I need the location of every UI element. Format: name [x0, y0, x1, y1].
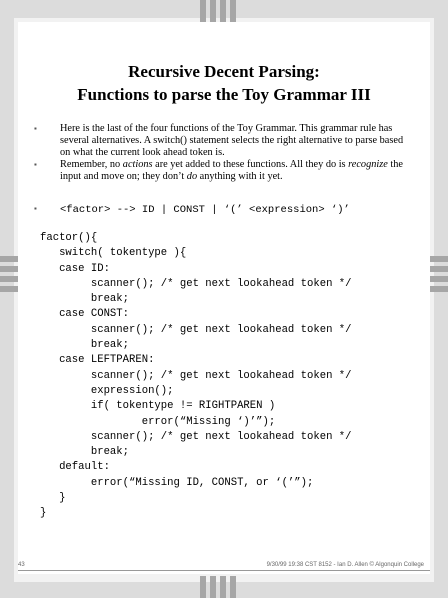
- code-line: scanner(); /* get next lookahead token */: [40, 430, 352, 443]
- footer-info: 9/30/99 19:38 CST 8152 - Ian D. Allen © Algonquin College: [266, 562, 424, 568]
- bullet-text: the input and move on; they don’t: [60, 159, 403, 183]
- slide-title-line-1: Recursive Decent Parsing:: [128, 62, 320, 81]
- code-line: default:: [40, 461, 110, 474]
- bullet-list: [34, 123, 414, 184]
- bullet-text: Remember, no: [60, 159, 123, 171]
- bullet-marker: ▪: [34, 160, 37, 170]
- code-line: error(“Missing ID, CONST, or ‘(’”);: [40, 476, 314, 489]
- code-line: factor(){: [40, 232, 98, 244]
- bullet-marker: ▪: [34, 204, 37, 213]
- code-line: case ID:: [40, 262, 110, 275]
- code-line: expression();: [40, 384, 174, 397]
- code-line: scanner(); /* get next lookahead token */: [40, 323, 352, 336]
- bullet-text: anything with it yet.: [197, 171, 283, 183]
- bullet-text: actions: [122, 159, 153, 171]
- bullet-text: do: [186, 171, 198, 183]
- frame-bar-bottom-2: [210, 576, 216, 598]
- code-line: }: [40, 492, 66, 505]
- code-line: case CONST:: [40, 308, 130, 321]
- grammar-rule: <factor> --> ID | CONST | ‘(’ <expression> ‘)’: [60, 204, 350, 216]
- frame-bar-bottom-1: [200, 576, 206, 598]
- code-line: scanner(); /* get next lookahead token */: [40, 369, 352, 382]
- frame-bar-bottom-4: [230, 576, 236, 598]
- footer-rule: [18, 570, 430, 571]
- code-block: [40, 231, 352, 522]
- bullet-text: Here is the last of the four functions of the Toy Grammar. This grammar rule has several alternatives. A switch() statement selects the right alternative to parse based on what the current look ahead token is.: [60, 123, 404, 158]
- bullet-item: [34, 159, 414, 183]
- code-line: case LEFTPAREN:: [40, 354, 155, 367]
- frame-bar-bottom-3: [220, 576, 226, 598]
- frame-bar-top-1: [200, 0, 206, 22]
- code-line: break;: [40, 339, 130, 352]
- bullet-text: recognize: [348, 159, 388, 171]
- slide-title-line-2: Functions to parse the Toy Grammar III: [77, 85, 371, 104]
- frame-bar-top-2: [210, 0, 216, 22]
- frame-bar-top-4: [230, 0, 236, 22]
- code-line: scanner(); /* get next lookahead token */: [40, 277, 352, 290]
- code-line: switch( tokentype ){: [40, 247, 187, 260]
- frame-bar-top-3: [220, 0, 226, 22]
- bullet-text: are yet added to these functions. All they do is: [152, 159, 349, 171]
- code-line: break;: [40, 446, 130, 459]
- bullet-marker: ▪: [34, 124, 37, 133]
- footer-page-number: 43: [18, 562, 25, 568]
- code-line: break;: [40, 293, 130, 306]
- slide: [18, 22, 430, 574]
- code-line: if( tokentype != RIGHTPAREN ): [40, 400, 276, 413]
- code-line: error(“Missing ‘)’”);: [40, 415, 276, 428]
- bullet-item: [34, 123, 414, 158]
- code-line: }: [40, 507, 47, 520]
